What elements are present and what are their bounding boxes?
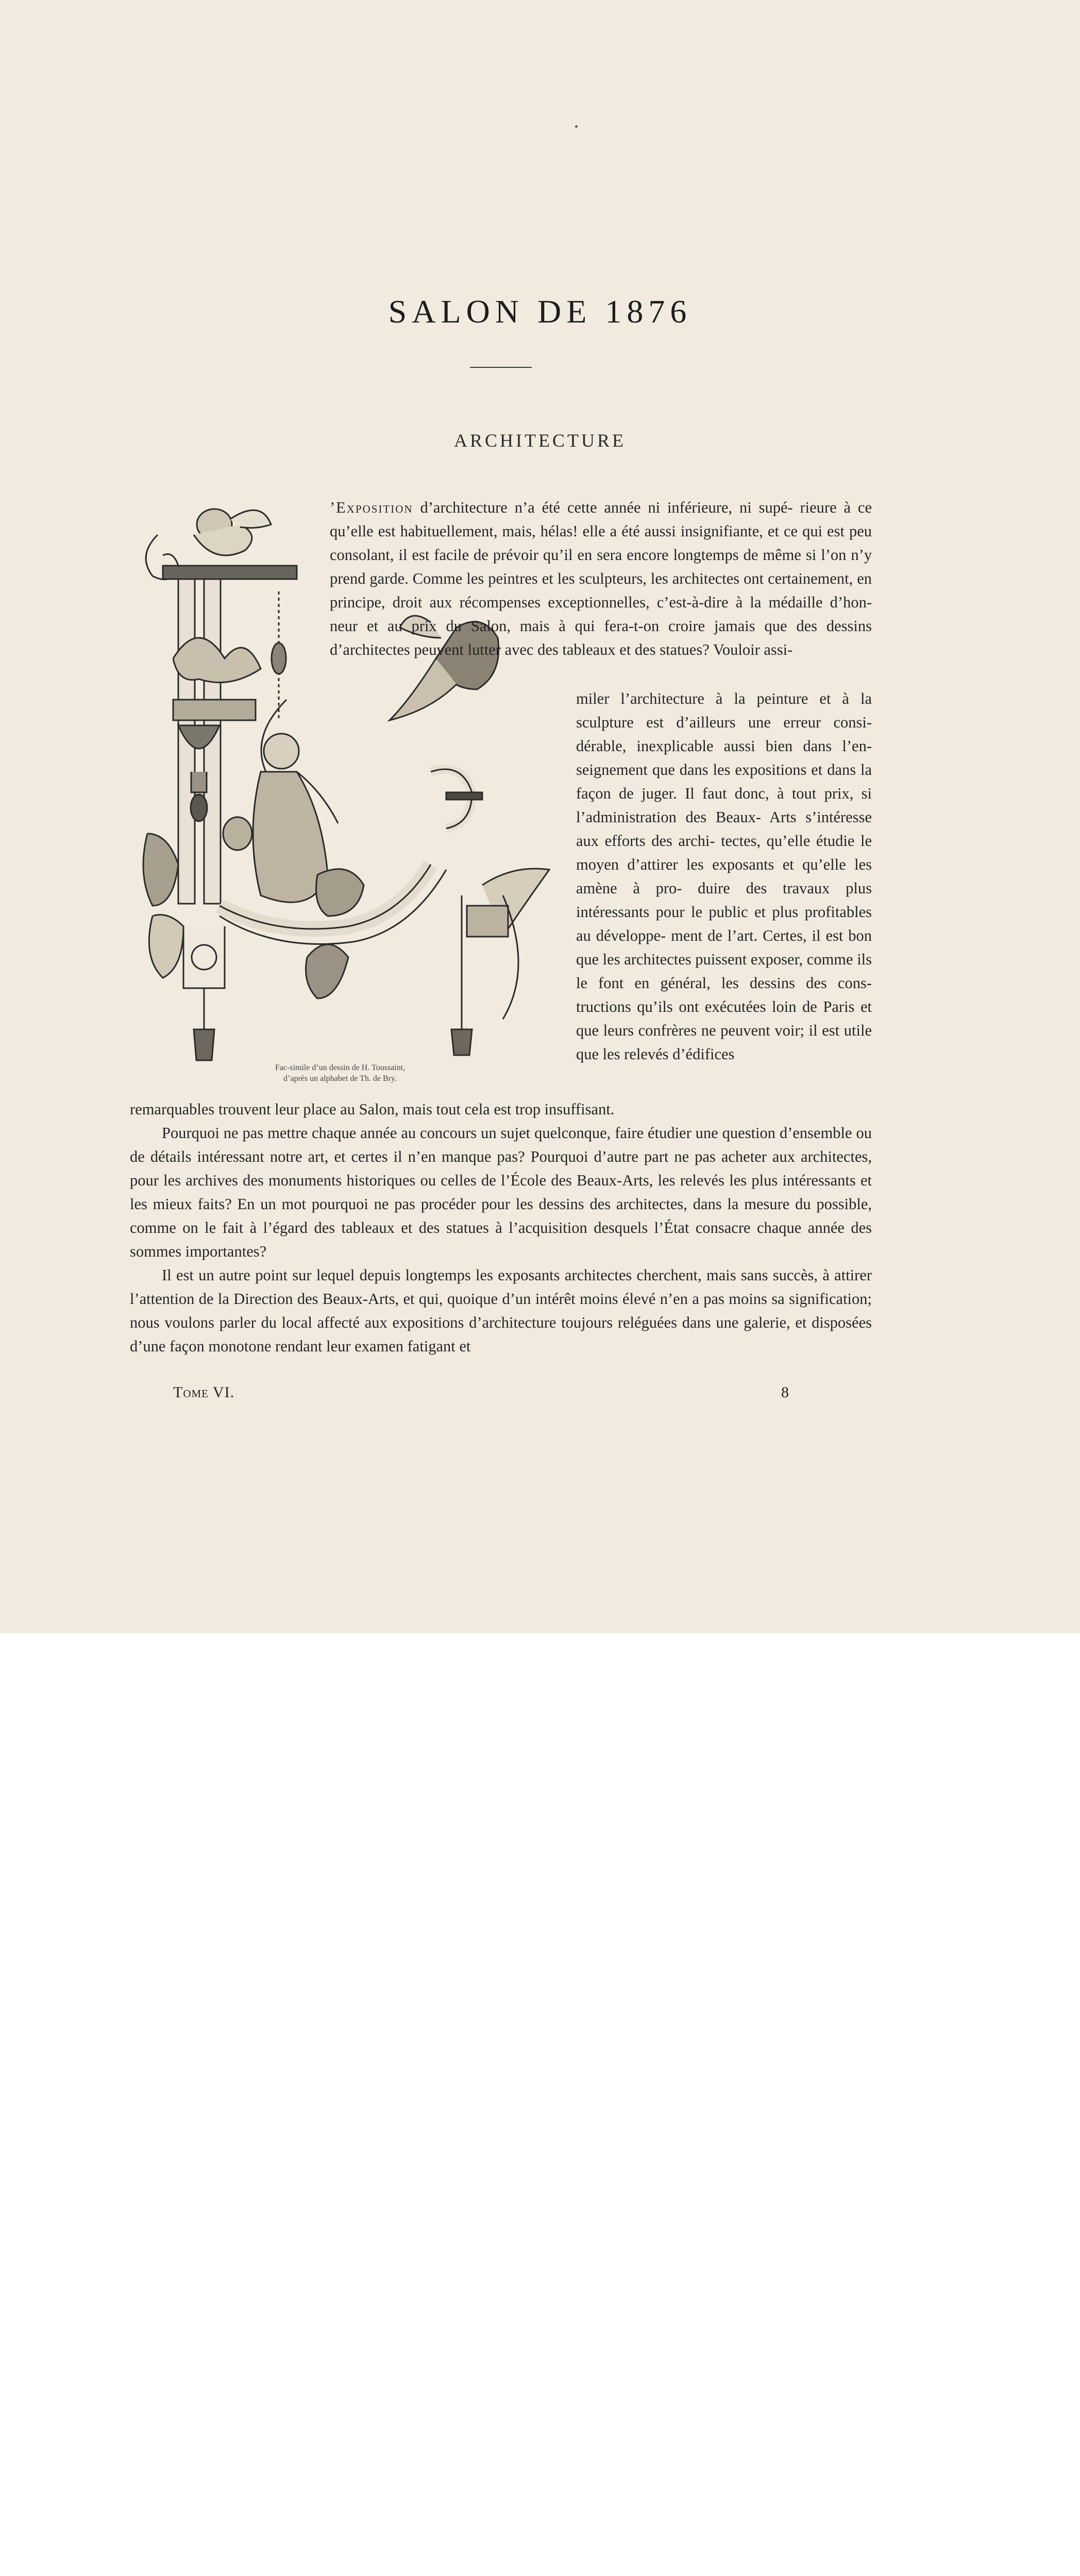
- library-banner: [0, 1633, 1080, 1734]
- narrow-line: le public et plus profitables au développe-: [576, 903, 872, 944]
- narrow-line: architectes puissent exposer, comme ils: [624, 951, 872, 968]
- narrow-line: Paris et que leurs confrères ne peuvent: [576, 998, 872, 1039]
- narrow-column: [576, 687, 872, 1066]
- caption-line: d’après un alphabet de Th. de Bry.: [283, 1074, 397, 1083]
- intro-line: en sera encore longtemps de même si l’on n’y prend garde. Comme les: [330, 546, 872, 587]
- narrow-line: duire des travaux plus intéressants pour: [576, 879, 872, 921]
- intro-line: d’architecture n’a été cette année ni inférieure, ni supé-: [420, 499, 793, 516]
- narrow-line: sculpture est d’ailleurs une erreur consi-: [576, 714, 872, 731]
- intro-line: droit aux récompenses exceptionnelles, c’est-à-dire à la médaille d’hon-: [392, 594, 872, 611]
- illustration-caption: [227, 1062, 453, 1084]
- article-title: SALON DE 1876: [388, 293, 692, 330]
- intro-line: peintres et les sculpteurs, les architectes ont certainement, en principe,: [330, 570, 872, 611]
- narrow-line: les exposants et qu’elle les amène à pro-: [576, 856, 872, 897]
- narrow-line: miler l’architecture à la peinture et à la: [576, 690, 872, 707]
- intro-line: d’architectes peuvent lutter avec des tableaux et des statues? Vouloir assi-: [330, 641, 793, 658]
- page-mark: [575, 125, 578, 128]
- paragraph: Il est un autre point sur lequel depuis longtemps les exposants architectes cherchent, mais sans succès, à attirer l’attention de la Direction des Beaux-Arts, et qui, quoique d’un intérêt moins élevé n’en a pas moins sa signification; nous voulons parler du local affecté aux expositions d’architecture toujours reléguées dans une galerie, et disposées d’une façon monotone rendant leur examen fatigant et: [130, 1266, 872, 1355]
- narrow-line: voir; il est utile que les relevés d’édifices: [576, 1022, 872, 1063]
- drop-cap-lead: ’Exposition: [330, 499, 413, 516]
- body-text: [130, 1097, 872, 1358]
- intro-paragraph: [330, 496, 872, 662]
- section-heading: ARCHITECTURE: [454, 430, 626, 451]
- paragraph: Pourquoi ne pas mettre chaque année au concours un sujet quelconque, faire étudier une question d’ensemble ou de détails intéressant notre art, et certes il n’en manque pas? Pourquoi d’autre part ne pas acheter aux architectes, pour les archives des monuments historiques ou celles de l’École des Beaux-Arts, les relevés les plus intéressants et les mieux faits? En un mot pourquoi ne pas procéder pour les dessins des architectes, dans la mesure du possible, comme on le fait à l’égard des tableaux et des statues à l’acquisition desquels l’État consacre chaque année des sommes importantes?: [130, 1124, 872, 1260]
- narrow-line: Arts s’intéresse aux efforts des archi-: [576, 808, 872, 850]
- narrow-line: ment de l’art. Certes, il est bon que les: [576, 927, 872, 968]
- caption-line: Fac-simile d’un dessin de H. Toussaint,: [275, 1063, 406, 1072]
- narrow-line: le font en général, les dessins des cons-: [576, 974, 872, 992]
- paragraph: remarquables trouvent leur place au Salon, mais tout cela est trop insuffisant.: [130, 1100, 615, 1118]
- intro-line: insignifiante, et ce qui est peu consolant, il est facile de prévoir qu’il: [330, 522, 872, 564]
- narrow-line: tructions qu’ils ont exécutées loin de: [576, 998, 817, 1015]
- narrow-line: tout prix, si l’administration des Beaux-: [576, 785, 872, 826]
- title-rule: [470, 367, 532, 368]
- narrow-line: dérable, inexplicable aussi bien dans l’en-: [576, 737, 872, 755]
- intro-line: rieure à ce qu’elle est habituellement, mais, hélas! elle a été aussi: [330, 499, 872, 540]
- volume-label: Tome VI.: [173, 1384, 235, 1401]
- narrow-line: tectes, qu’elle étudie le moyen d’attirer: [576, 832, 872, 873]
- narrow-line: dans la façon de juger. Il faut donc, à: [576, 761, 872, 802]
- narrow-line: seignement que dans les expositions et: [576, 761, 823, 778]
- intro-line: neur et au prix du Salon, mais à qui fera-t-on croire jamais que des dessins: [330, 617, 872, 635]
- page-number: 8: [781, 1384, 789, 1401]
